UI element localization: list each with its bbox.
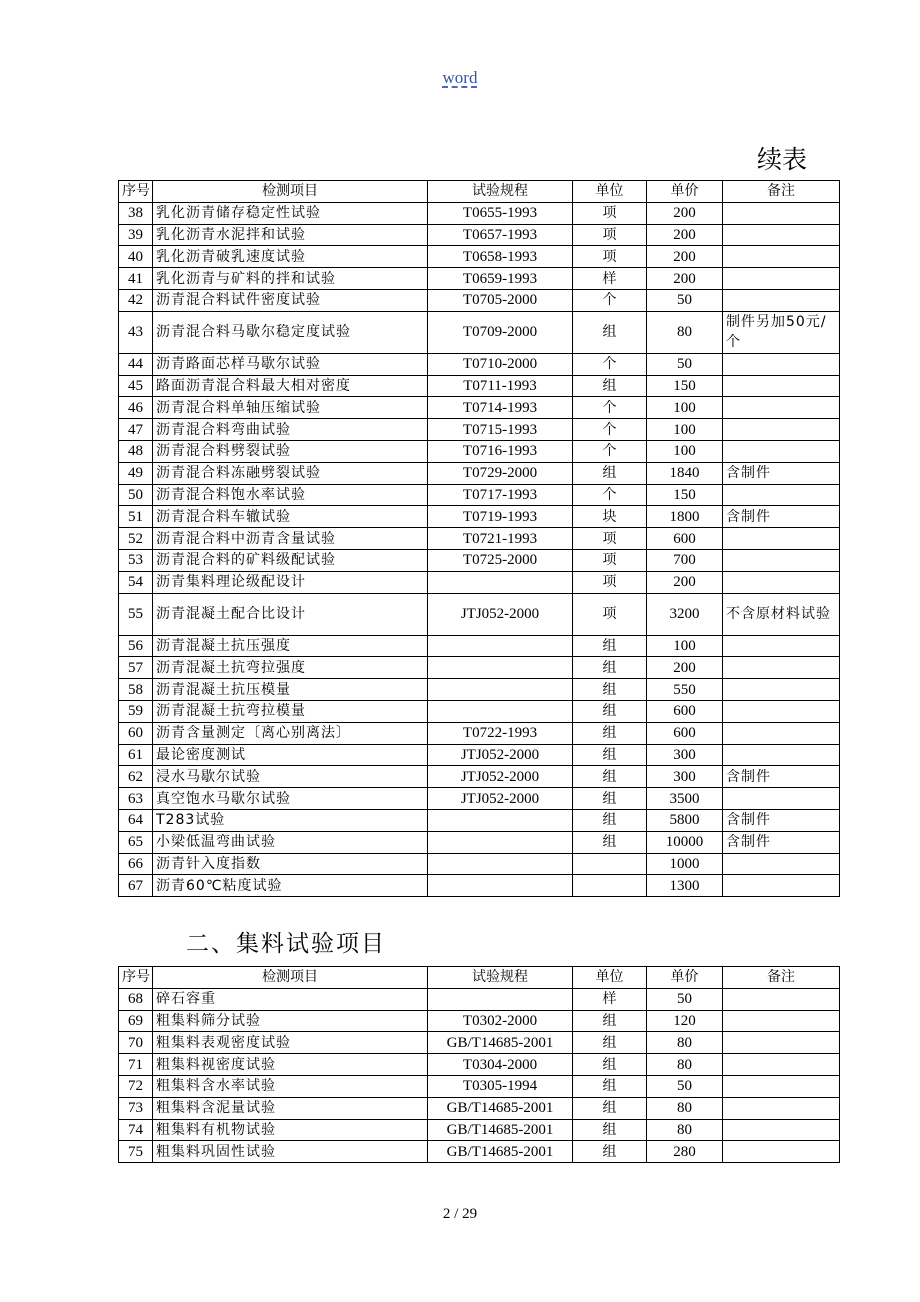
unit: 个: [573, 419, 647, 441]
unit: 组: [573, 1054, 647, 1076]
test-item: 沥青混合料饱水率试验: [153, 484, 428, 506]
test-item: 乳化沥青破乳速度试验: [153, 246, 428, 268]
unit-price: 1000: [647, 853, 723, 875]
unit-price: 50: [647, 353, 723, 375]
unit-price: 80: [647, 1054, 723, 1076]
row-number: 59: [119, 700, 153, 722]
table-row: [119, 1054, 840, 1076]
unit-price: 1300: [647, 875, 723, 897]
test-item: 沥青混合料的矿料级配试验: [153, 549, 428, 571]
unit-price: 5800: [647, 809, 723, 831]
table-row: [119, 202, 840, 224]
test-standard: [428, 831, 573, 853]
unit-price: 80: [647, 1097, 723, 1119]
row-number: 47: [119, 419, 153, 441]
test-item: 粗集料表观密度试验: [153, 1032, 428, 1054]
unit-price: 150: [647, 375, 723, 397]
unit: 项: [573, 571, 647, 593]
unit-price: 600: [647, 528, 723, 550]
table-row: [119, 593, 840, 635]
remark: 含制件: [723, 506, 840, 528]
table-row: [119, 484, 840, 506]
unit-price: 280: [647, 1141, 723, 1163]
row-number: 50: [119, 484, 153, 506]
test-standard: GB/T14685-2001: [428, 1119, 573, 1141]
test-standard: T0709-2000: [428, 311, 573, 353]
table-row: [119, 419, 840, 441]
test-standard: T0710-2000: [428, 353, 573, 375]
test-item: 沥青混凝土配合比设计: [153, 593, 428, 635]
test-item: 粗集料有机物试验: [153, 1119, 428, 1141]
table-row: [119, 1032, 840, 1054]
test-item: 粗集料含泥量试验: [153, 1097, 428, 1119]
row-number: 44: [119, 353, 153, 375]
unit-price: 80: [647, 1032, 723, 1054]
table-row: [119, 788, 840, 810]
row-number: 40: [119, 246, 153, 268]
unit-price: 50: [647, 1075, 723, 1097]
row-number: 58: [119, 679, 153, 701]
row-number: 63: [119, 788, 153, 810]
unit: 块: [573, 506, 647, 528]
col-header-unit: 单位: [573, 181, 647, 203]
row-number: 41: [119, 268, 153, 290]
table-row: [119, 722, 840, 744]
table-row: [119, 289, 840, 311]
row-number: 51: [119, 506, 153, 528]
remark: 含制件: [723, 809, 840, 831]
test-standard: T0721-1993: [428, 528, 573, 550]
unit: [573, 853, 647, 875]
table-row: [119, 657, 840, 679]
unit: 组: [573, 657, 647, 679]
price-table-asphalt: [118, 180, 840, 897]
row-number: 71: [119, 1054, 153, 1076]
remark: [723, 853, 840, 875]
unit: 项: [573, 246, 647, 268]
test-item: 沥青混合料马歇尔稳定度试验: [153, 311, 428, 353]
remark: [723, 289, 840, 311]
table-header-row: [119, 181, 840, 203]
remark: [723, 419, 840, 441]
unit-price: 100: [647, 419, 723, 441]
unit: 组: [573, 462, 647, 484]
col-header-no: 序号: [119, 967, 153, 989]
remark: [723, 1141, 840, 1163]
row-number: 42: [119, 289, 153, 311]
test-standard: T0719-1993: [428, 506, 573, 528]
test-item: 真空饱水马歇尔试验: [153, 788, 428, 810]
remark: 含制件: [723, 766, 840, 788]
unit: 样: [573, 268, 647, 290]
table-row: [119, 311, 840, 353]
remark: [723, 246, 840, 268]
table-row: [119, 246, 840, 268]
table-row: [119, 1097, 840, 1119]
test-item: 乳化沥青水泥拌和试验: [153, 224, 428, 246]
row-number: 56: [119, 635, 153, 657]
row-number: 57: [119, 657, 153, 679]
row-number: 52: [119, 528, 153, 550]
test-standard: T0659-1993: [428, 268, 573, 290]
test-standard: [428, 679, 573, 701]
col-header-note: 备注: [723, 967, 840, 989]
unit: 个: [573, 397, 647, 419]
remark: [723, 353, 840, 375]
unit: 组: [573, 635, 647, 657]
row-number: 67: [119, 875, 153, 897]
unit-price: 200: [647, 246, 723, 268]
unit-price: 50: [647, 289, 723, 311]
test-standard: JTJ052-2000: [428, 766, 573, 788]
table-header-row: [119, 967, 840, 989]
col-header-standard: 试验规程: [428, 181, 573, 203]
table-row: [119, 528, 840, 550]
remark: [723, 202, 840, 224]
col-header-price: 单价: [647, 967, 723, 989]
row-number: 65: [119, 831, 153, 853]
test-item: 最论密度测试: [153, 744, 428, 766]
test-standard: T0722-1993: [428, 722, 573, 744]
unit-price: 3200: [647, 593, 723, 635]
table-row: [119, 353, 840, 375]
unit: 组: [573, 809, 647, 831]
test-item: 沥青混凝土抗压模量: [153, 679, 428, 701]
test-item: 乳化沥青储存稳定性试验: [153, 202, 428, 224]
row-number: 61: [119, 744, 153, 766]
unit-price: 100: [647, 440, 723, 462]
remark: [723, 549, 840, 571]
test-standard: T0717-1993: [428, 484, 573, 506]
remark: [723, 268, 840, 290]
test-standard: [428, 700, 573, 722]
unit-price: 700: [647, 549, 723, 571]
header-word-link[interactable]: word: [442, 68, 478, 87]
unit: 项: [573, 593, 647, 635]
unit: 组: [573, 788, 647, 810]
test-standard: T0714-1993: [428, 397, 573, 419]
row-number: 64: [119, 809, 153, 831]
test-standard: T0304-2000: [428, 1054, 573, 1076]
test-standard: [428, 875, 573, 897]
remark: 含制件: [723, 831, 840, 853]
col-header-note: 备注: [723, 181, 840, 203]
unit: 组: [573, 1032, 647, 1054]
unit: [573, 875, 647, 897]
table-row: [119, 268, 840, 290]
unit: 项: [573, 202, 647, 224]
remark: [723, 528, 840, 550]
unit-price: 200: [647, 224, 723, 246]
row-number: 48: [119, 440, 153, 462]
unit: 个: [573, 484, 647, 506]
test-item: 沥青混凝土抗弯拉模量: [153, 700, 428, 722]
unit: 组: [573, 1119, 647, 1141]
remark: [723, 1075, 840, 1097]
unit: 样: [573, 988, 647, 1010]
col-header-unit: 单位: [573, 967, 647, 989]
col-header-item: 检测项目: [153, 967, 428, 989]
remark: [723, 722, 840, 744]
test-item: 粗集料视密度试验: [153, 1054, 428, 1076]
unit-price: 3500: [647, 788, 723, 810]
remark: [723, 440, 840, 462]
table-row: [119, 679, 840, 701]
test-standard: [428, 853, 573, 875]
table-row: [119, 700, 840, 722]
unit: 组: [573, 1097, 647, 1119]
test-item: 沥青混合料弯曲试验: [153, 419, 428, 441]
test-standard: [428, 635, 573, 657]
test-standard: T0725-2000: [428, 549, 573, 571]
unit: 组: [573, 700, 647, 722]
row-number: 54: [119, 571, 153, 593]
test-item: 沥青混合料试件密度试验: [153, 289, 428, 311]
unit-price: 1840: [647, 462, 723, 484]
row-number: 38: [119, 202, 153, 224]
test-standard: T0305-1994: [428, 1075, 573, 1097]
row-number: 75: [119, 1141, 153, 1163]
remark: [723, 635, 840, 657]
remark: [723, 1010, 840, 1032]
unit-price: 100: [647, 635, 723, 657]
unit-price: 80: [647, 1119, 723, 1141]
unit: 项: [573, 528, 647, 550]
remark: [723, 1032, 840, 1054]
table-row: [119, 988, 840, 1010]
unit: 组: [573, 744, 647, 766]
unit: 组: [573, 1075, 647, 1097]
col-header-item: 检测项目: [153, 181, 428, 203]
unit: 组: [573, 311, 647, 353]
test-item: 粗集料含水率试验: [153, 1075, 428, 1097]
unit-price: 200: [647, 571, 723, 593]
table-row: [119, 506, 840, 528]
remark: [723, 397, 840, 419]
table-row: [119, 462, 840, 484]
row-number: 60: [119, 722, 153, 744]
unit-price: 80: [647, 311, 723, 353]
col-header-no: 序号: [119, 181, 153, 203]
remark: [723, 1054, 840, 1076]
table-row: [119, 375, 840, 397]
table-row: [119, 1010, 840, 1032]
test-item: 粗集料巩固性试验: [153, 1141, 428, 1163]
unit-price: 200: [647, 657, 723, 679]
unit: 组: [573, 679, 647, 701]
test-item: 沥青含量测定〔离心别离法〕: [153, 722, 428, 744]
test-item: 沥青混合料劈裂试验: [153, 440, 428, 462]
unit-price: 100: [647, 397, 723, 419]
row-number: 72: [119, 1075, 153, 1097]
unit-price: 300: [647, 744, 723, 766]
test-item: 乳化沥青与矿料的拌和试验: [153, 268, 428, 290]
test-item: 沥青60℃粘度试验: [153, 875, 428, 897]
remark: [723, 375, 840, 397]
test-item: 浸水马歇尔试验: [153, 766, 428, 788]
unit: 个: [573, 289, 647, 311]
table-row: [119, 440, 840, 462]
table-row: [119, 397, 840, 419]
table-row: [119, 809, 840, 831]
table-row: [119, 831, 840, 853]
table-row: [119, 224, 840, 246]
test-item: 沥青混合料车辙试验: [153, 506, 428, 528]
remark: [723, 1097, 840, 1119]
remark: [723, 788, 840, 810]
remark: 不含原材料试验: [723, 593, 840, 635]
test-item: T283试验: [153, 809, 428, 831]
unit: 组: [573, 766, 647, 788]
unit-price: 150: [647, 484, 723, 506]
unit-price: 600: [647, 700, 723, 722]
test-standard: [428, 809, 573, 831]
test-item: 沥青混合料冻融劈裂试验: [153, 462, 428, 484]
test-standard: JTJ052-2000: [428, 744, 573, 766]
unit: 组: [573, 1141, 647, 1163]
row-number: 53: [119, 549, 153, 571]
table-row: [119, 571, 840, 593]
test-standard: GB/T14685-2001: [428, 1032, 573, 1054]
test-standard: T0302-2000: [428, 1010, 573, 1032]
continuation-title: 续表: [757, 145, 808, 174]
row-number: 49: [119, 462, 153, 484]
unit-price: 600: [647, 722, 723, 744]
remark: [723, 657, 840, 679]
row-number: 39: [119, 224, 153, 246]
test-standard: T0705-2000: [428, 289, 573, 311]
test-item: 沥青针入度指数: [153, 853, 428, 875]
row-number: 66: [119, 853, 153, 875]
section-title-aggregate: 二、集料试验项目: [186, 931, 386, 957]
test-standard: T0658-1993: [428, 246, 573, 268]
unit: 组: [573, 1010, 647, 1032]
unit: 个: [573, 440, 647, 462]
table-row: [119, 1141, 840, 1163]
row-number: 68: [119, 988, 153, 1010]
row-number: 74: [119, 1119, 153, 1141]
col-header-standard: 试验规程: [428, 967, 573, 989]
table-row: [119, 853, 840, 875]
unit: 项: [573, 224, 647, 246]
test-item: 小梁低温弯曲试验: [153, 831, 428, 853]
test-item: 沥青混凝土抗压强度: [153, 635, 428, 657]
unit-price: 200: [647, 268, 723, 290]
row-number: 55: [119, 593, 153, 635]
test-standard: T0729-2000: [428, 462, 573, 484]
table-row: [119, 766, 840, 788]
test-standard: [428, 571, 573, 593]
unit-price: 50: [647, 988, 723, 1010]
test-standard: T0716-1993: [428, 440, 573, 462]
test-item: 沥青路面芯样马歇尔试验: [153, 353, 428, 375]
unit: 组: [573, 831, 647, 853]
unit-price: 10000: [647, 831, 723, 853]
remark: [723, 679, 840, 701]
test-standard: T0715-1993: [428, 419, 573, 441]
col-header-price: 单价: [647, 181, 723, 203]
test-standard: [428, 657, 573, 679]
test-standard: JTJ052-2000: [428, 593, 573, 635]
row-number: 43: [119, 311, 153, 353]
unit-price: 120: [647, 1010, 723, 1032]
test-item: 路面沥青混合料最大相对密度: [153, 375, 428, 397]
test-standard: GB/T14685-2001: [428, 1097, 573, 1119]
test-item: 沥青集料理论级配设计: [153, 571, 428, 593]
test-item: 沥青混合料中沥青含量试验: [153, 528, 428, 550]
table-row: [119, 1119, 840, 1141]
unit-price: 200: [647, 202, 723, 224]
row-number: 46: [119, 397, 153, 419]
test-item: 沥青混合料单轴压缩试验: [153, 397, 428, 419]
test-standard: T0657-1993: [428, 224, 573, 246]
test-standard: [428, 988, 573, 1010]
unit: 个: [573, 353, 647, 375]
table-row: [119, 875, 840, 897]
price-table-aggregate: [118, 966, 840, 1163]
table-row: [119, 744, 840, 766]
test-standard: T0711-1993: [428, 375, 573, 397]
remark: [723, 571, 840, 593]
test-item: 粗集料筛分试验: [153, 1010, 428, 1032]
table-row: [119, 1075, 840, 1097]
remark: [723, 988, 840, 1010]
unit: 项: [573, 549, 647, 571]
remark: [723, 1119, 840, 1141]
row-number: 70: [119, 1032, 153, 1054]
unit-price: 300: [647, 766, 723, 788]
remark: [723, 224, 840, 246]
remark: 制件另加50元/个: [723, 311, 840, 353]
remark: [723, 875, 840, 897]
test-standard: GB/T14685-2001: [428, 1141, 573, 1163]
test-item: 碎石容重: [153, 988, 428, 1010]
row-number: 69: [119, 1010, 153, 1032]
unit: 组: [573, 375, 647, 397]
unit-price: 550: [647, 679, 723, 701]
test-item: 沥青混凝土抗弯拉强度: [153, 657, 428, 679]
remark: [723, 700, 840, 722]
remark: [723, 744, 840, 766]
page-number: 2 / 29: [442, 1206, 478, 1222]
table-row: [119, 635, 840, 657]
row-number: 45: [119, 375, 153, 397]
test-standard: JTJ052-2000: [428, 788, 573, 810]
table-row: [119, 549, 840, 571]
test-standard: T0655-1993: [428, 202, 573, 224]
row-number: 73: [119, 1097, 153, 1119]
row-number: 62: [119, 766, 153, 788]
remark: 含制件: [723, 462, 840, 484]
remark: [723, 484, 840, 506]
unit: 组: [573, 722, 647, 744]
unit-price: 1800: [647, 506, 723, 528]
